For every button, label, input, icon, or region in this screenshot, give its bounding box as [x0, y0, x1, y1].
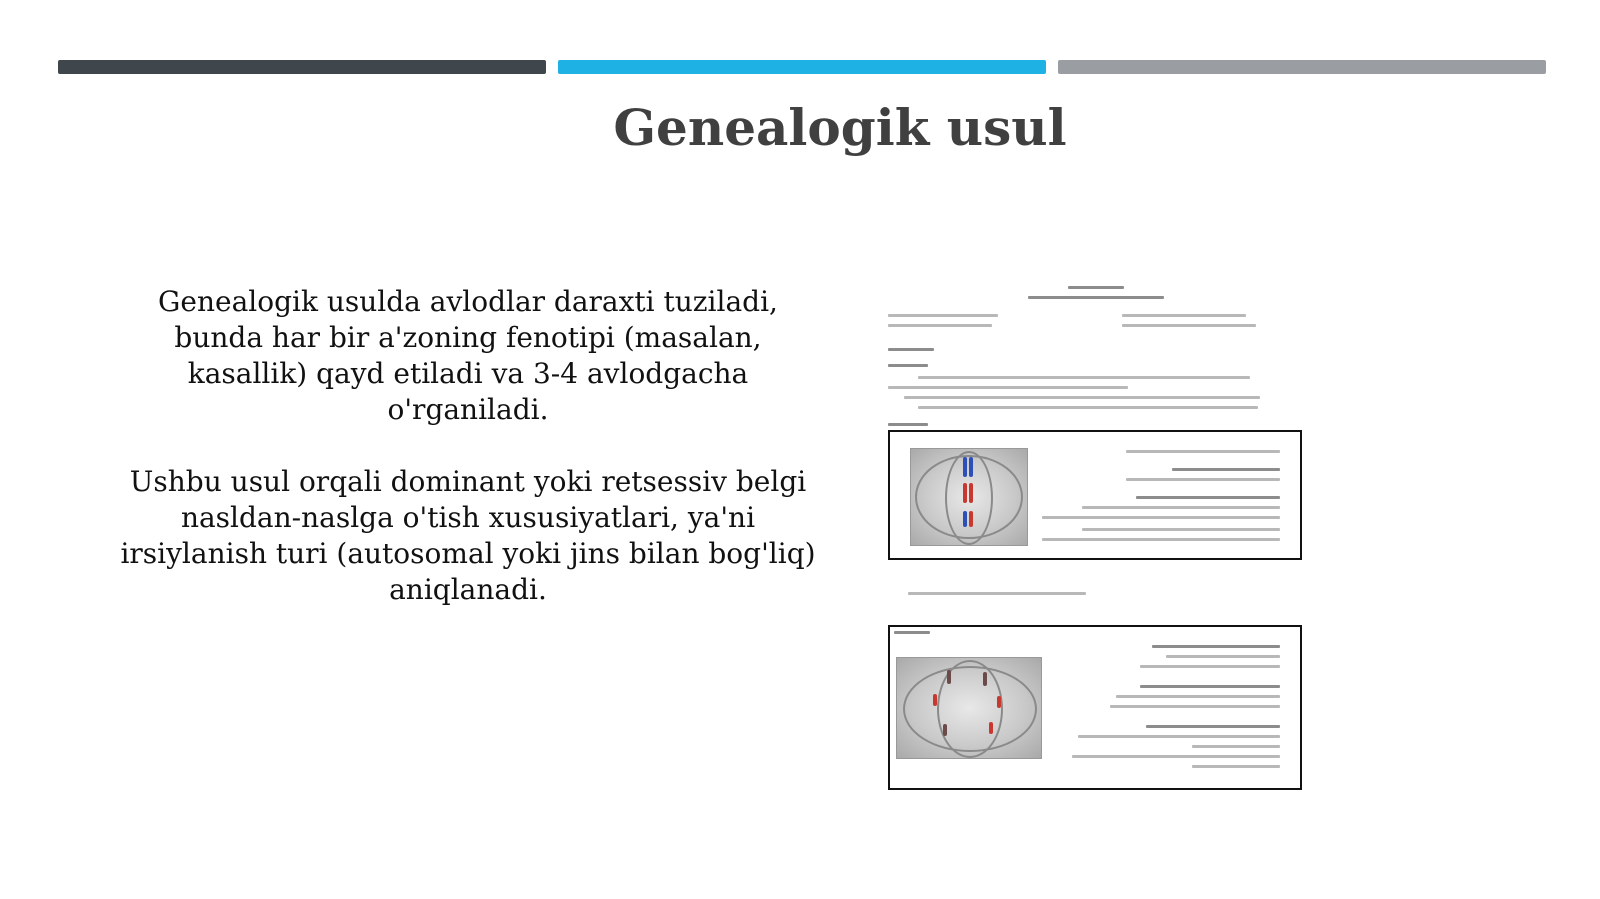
- cell-photo-1: [910, 448, 1028, 546]
- accent-bar-dark: [58, 60, 546, 74]
- paragraph-1: Genealogik usulda avlodlar daraxti tuziladi, bunda har bir a'zoning fenotipi (masalan, kasallik) qayd etiladi va 3-4 avlodgacha o'rganiladi.: [158, 285, 778, 426]
- paragraph-2: Ushbu usul orqali dominant yoki retsessiv belgi nasldan-naslga o'tish xususiyatlari, ya'ni irsiylanish turi (autosomal yoki jins bilan bog'liq) aniqlanadi.: [120, 465, 816, 606]
- figure-panel-1: [888, 430, 1302, 560]
- accent-bar-blue: [558, 60, 1046, 74]
- cell-photo-2: [896, 657, 1042, 759]
- figure-panel-2: [888, 625, 1302, 790]
- accent-bar-gray: [1058, 60, 1546, 74]
- slide-body: [112, 284, 824, 644]
- slide-title: Genealogik usul: [613, 98, 1067, 157]
- document-figure: [888, 284, 1304, 796]
